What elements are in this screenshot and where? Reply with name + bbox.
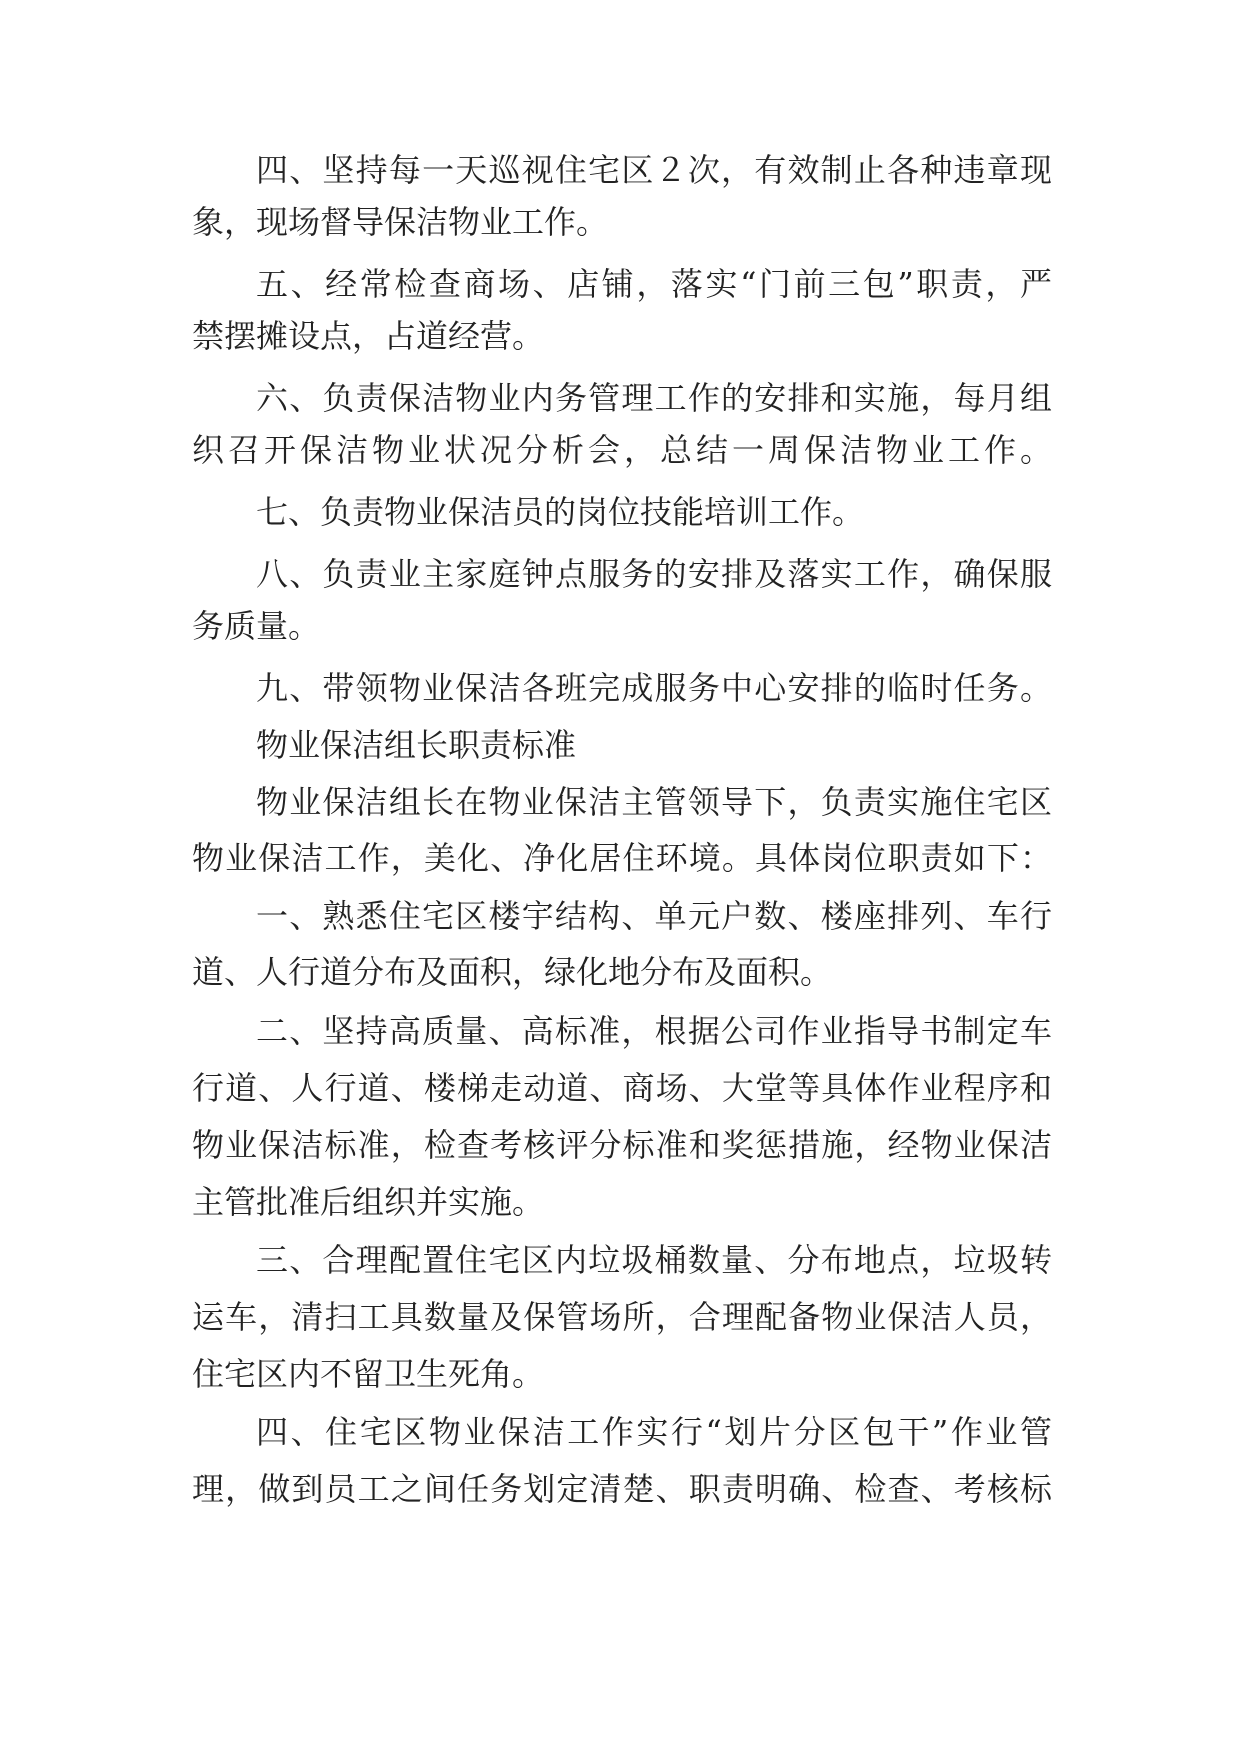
paragraph-line: 八、负责业主家庭钟点服务的安排及落实工作，确保服 <box>256 555 1052 593</box>
paragraph-line: 七、负责物业保洁员的岗位技能培训工作。 <box>256 493 865 531</box>
paragraph-line: 四、坚持每一天巡视住宅区２次，有效制止各种违章现 <box>256 151 1052 189</box>
paragraph-line: 住宅区内不留卫生死角。 <box>192 1355 545 1393</box>
paragraph-line: 象，现场督导保洁物业工作。 <box>192 203 609 241</box>
paragraph-line: 理，做到员工之间任务划定清楚、职责明确、检查、考核标 <box>192 1470 1052 1508</box>
paragraph-line: 行道、人行道、楼梯走动道、商场、大堂等具体作业程序和 <box>192 1069 1052 1107</box>
paragraph-line: 禁摆摊设点，占道经营。 <box>192 317 545 355</box>
paragraph-line: 五、经常检查商场、店铺，落实“门前三包”职责，严 <box>256 265 1052 303</box>
paragraph-line: 织召开保洁物业状况分析会，总结一周保洁物业工作。 <box>192 431 1052 469</box>
paragraph-line: 九、带领物业保洁各班完成服务中心安排的临时任务。 <box>256 669 1052 707</box>
section-heading: 物业保洁组长职责标准 <box>256 726 577 764</box>
paragraph-line: 四、住宅区物业保洁工作实行“划片分区包干”作业管 <box>256 1413 1052 1451</box>
paragraph-line: 物业保洁工作，美化、净化居住环境。具体岗位职责如下： <box>192 839 1052 877</box>
paragraph-line: 务质量。 <box>192 607 321 645</box>
paragraph-line: 物业保洁组长在物业保洁主管领导下，负责实施住宅区 <box>256 783 1052 821</box>
paragraph-line: 道、人行道分布及面积，绿化地分布及面积。 <box>192 953 833 991</box>
paragraph-line: 主管批准后组织并实施。 <box>192 1183 545 1221</box>
paragraph-line: 六、负责保洁物业内务管理工作的安排和实施，每月组 <box>256 379 1052 417</box>
paragraph-line: 物业保洁标准，检查考核评分标准和奖惩措施，经物业保洁 <box>192 1126 1052 1164</box>
paragraph-line: 一、熟悉住宅区楼宇结构、单元户数、楼座排列、车行 <box>256 897 1052 935</box>
paragraph-line: 运车，清扫工具数量及保管场所，合理配备物业保洁人员， <box>192 1298 1052 1336</box>
paragraph-line: 三、合理配置住宅区内垃圾桶数量、分布地点，垃圾转 <box>256 1241 1052 1279</box>
paragraph-line: 二、坚持高质量、高标准，根据公司作业指导书制定车 <box>256 1012 1052 1050</box>
